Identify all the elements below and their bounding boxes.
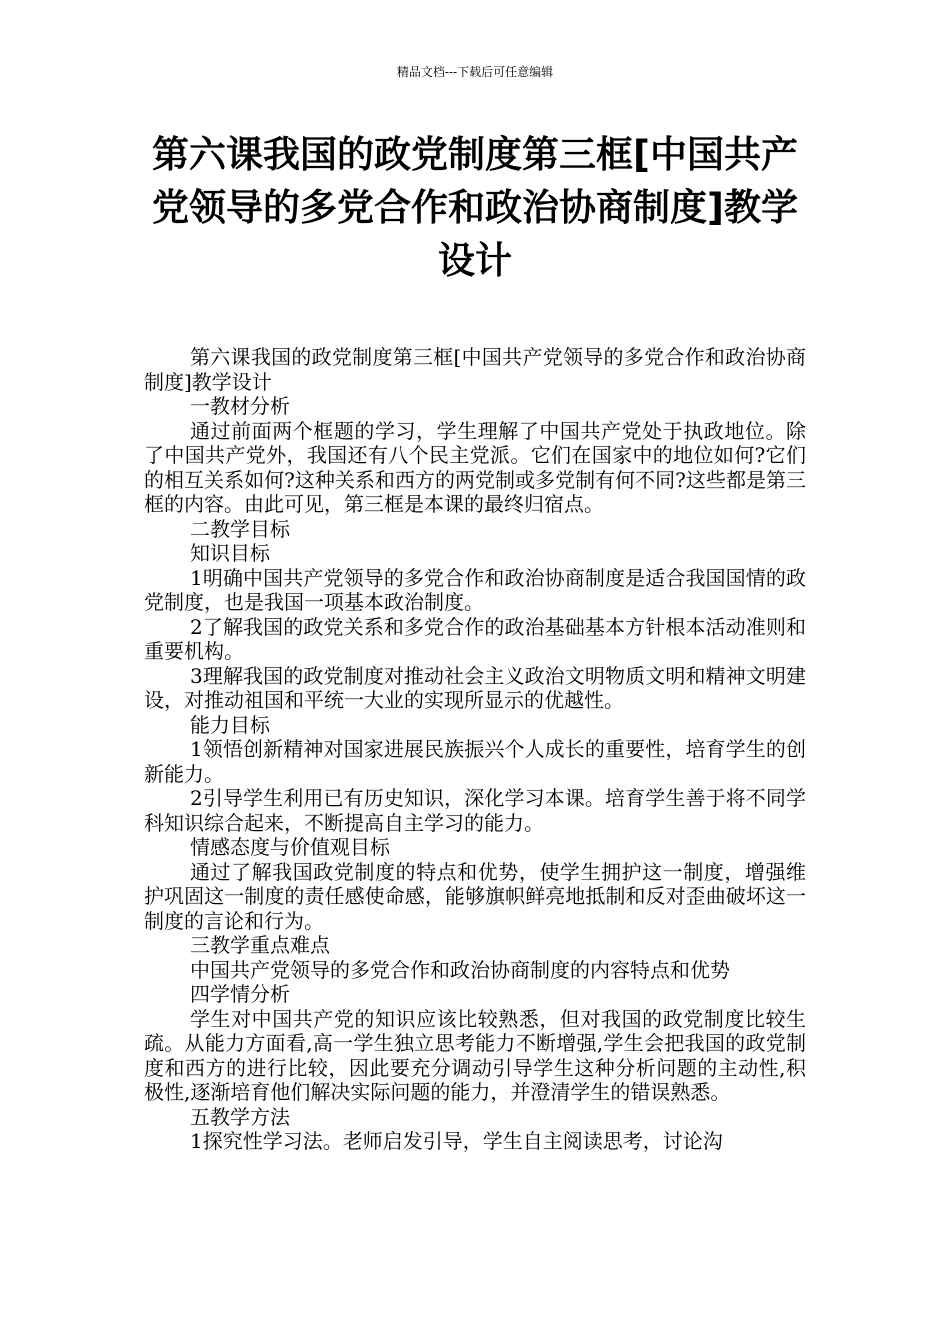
section-heading: 三教学重点难点: [190, 933, 330, 957]
list-item: 1明确中国共产党领导的多党合作和政治协商制度是适合我国国情的政党制度，也是我国一项基本政治制度。: [144, 565, 806, 614]
section-heading: 五教学方法: [190, 1104, 290, 1129]
list-item: 2引导学生利用已有历史知识，深化学习本课。培育学生善于将不同学科知识综合起来，不断提高自主学习的能力。: [144, 786, 806, 835]
paragraph: 中国共产党领导的多党合作和政治协商制度的内容特点和优势: [190, 957, 730, 982]
paragraph: 第六课我国的政党制度第三框[中国共产党领导的多党合作和政治协商制度]教学设计: [144, 345, 806, 394]
subsection-heading: 情感态度与价值观目标: [190, 835, 390, 859]
list-item: 2了解我国的政党关系和多党合作的政治基础基本方针根本活动准则和重要机构。: [144, 614, 806, 663]
header-note: 精品文档---下载后可任意编辑: [396, 65, 554, 79]
paragraph: 通过了解我国政党制度的特点和优势，使学生拥护这一制度，增强维护巩固这一制度的责任感使命感，能够旗帜鲜亮地抵制和反对歪曲破坏这一制度的言论和行为。: [144, 859, 806, 933]
document-title: 第六课我国的政党制度第三框[中国共产党领导的多党合作和政治协商制度]教学设计: [152, 133, 798, 282]
list-item: 1探究性学习法。老师启发引导，学生自主阅读思考，讨论沟: [190, 1129, 723, 1153]
paragraph: 学生对中国共产党的知识应该比较熟悉，但对我国的政党制度比较生疏。从能力方面看,高一学生独立思考能力不断增强,学生会把我国的政党制度和西方的进行比较，因此要充分调动引导学生这种分析问题的主动性,积极性,逐渐培育他们解决实际问题的能力，并澄清学生的错误熟悉。: [144, 1006, 806, 1104]
section-heading: 二教学目标: [190, 516, 290, 541]
subsection-heading: 能力目标: [190, 712, 270, 737]
document-body: [144, 345, 806, 1154]
list-item: 1领悟创新精神对国家进展民族振兴个人成长的重要性，培育学生的创新能力。: [144, 737, 806, 786]
paragraph: 通过前面两个框题的学习，学生理解了中国共产党处于执政地位。除了中国共产党外，我国还有八个民主党派。它们在国家中的地位如何?它们的相互关系如何?这种关系和西方的两党制或多党制有何不同?这些都是第三框的内容。由此可见，第三框是本课的最终归宿点。: [144, 418, 806, 516]
list-item: 3理解我国的政党制度对推动社会主义政治文明物质文明和精神文明建设，对推动祖国和平统一大业的实现所显示的优越性。: [144, 663, 806, 712]
section-heading: 四学情分析: [190, 982, 290, 1006]
section-heading: 一教材分析: [190, 394, 290, 418]
subsection-heading: 知识目标: [190, 541, 270, 565]
